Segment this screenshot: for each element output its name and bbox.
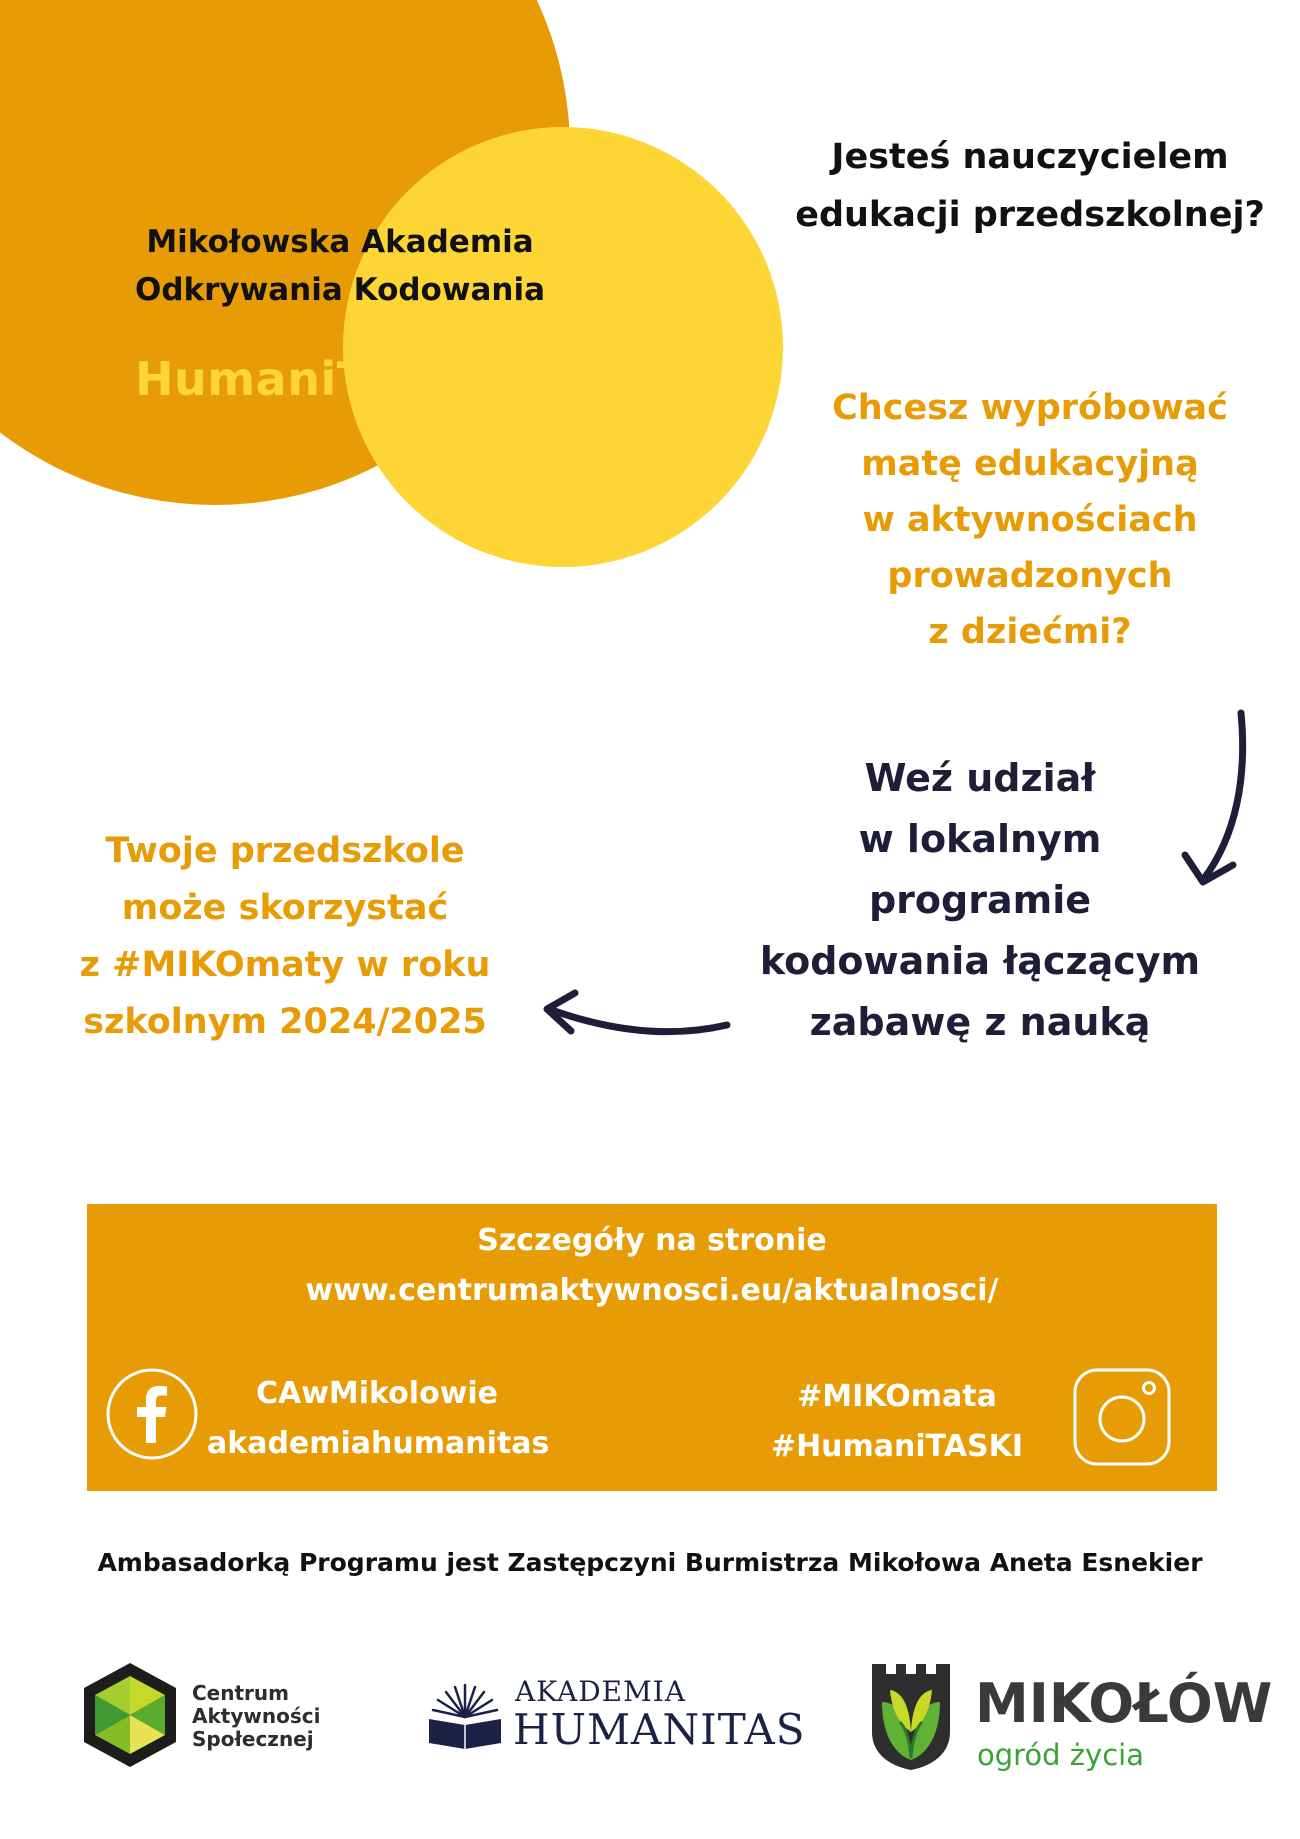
program-name: HumaniTASKi [135,352,488,406]
preschool-offer-line-1: Twoje przedszkole [105,831,465,871]
cas-name-line-3: Społecznej [192,1727,314,1751]
mat-question-line-4: prowadzonych [887,556,1173,596]
teacher-question [760,128,1300,244]
mat-question-line-1: Chcesz wypróbować [832,388,1228,428]
details-url-link[interactable]: www.centrumaktywnosci.eu/aktualnosci/ [305,1273,999,1308]
organization-title [90,218,590,314]
details-label: Szczegóły na stronie [477,1223,827,1258]
preschool-offer [30,823,540,1051]
call-to-action-line-5: zabawę z nauką [809,1000,1151,1044]
facebook-icon[interactable] [105,1367,199,1461]
book-sunburst-icon [425,1679,505,1749]
call-to-action-line-2: w lokalnym [858,817,1102,861]
ah-name-bottom: HUMANITAS [513,1705,806,1754]
preschool-offer-line-4: szkolnym 2024/2025 [83,1002,487,1042]
mat-question-line-5: z dziećmi? [928,612,1132,652]
info-box [87,1204,1217,1491]
teacher-question-line-2: edukacji przedszkolnej? [795,195,1265,235]
call-to-action-line-4: kodowania łączącym [759,939,1201,983]
mat-question [770,380,1290,660]
hashtag-1[interactable]: #MIKOmata [797,1379,997,1414]
mikolow-tagline: ogród życia [977,1738,1144,1772]
hexagon-logo-icon [80,1660,180,1770]
preschool-offer-line-3: z #MIKOmaty w roku [79,945,491,985]
ambassador-note: Ambasadorką Programu jest Zastępczyni Burmistrza Mikołowa Aneta Esnekier [97,1548,1203,1577]
facebook-account-1[interactable]: CAwMikolowie [255,1376,499,1411]
hashtags [727,1372,1067,1472]
hashtag-2[interactable]: #HumaniTASKI [770,1429,1024,1464]
cas-name [192,1682,342,1751]
call-to-action [700,748,1260,1053]
instagram-icon[interactable] [1072,1367,1172,1467]
ah-name-top: AKADEMIA [515,1675,687,1708]
details-block [87,1216,1217,1316]
decor-circle-yellow [343,127,783,567]
logo-akademia-humanitas [425,1675,815,1755]
curved-arrow-left-icon [535,985,735,1055]
call-to-action-line-3: programie [868,878,1092,922]
logo-mikolow [870,1662,1273,1777]
organization-title-line-1: Mikołowska Akademia [146,224,534,260]
cas-name-line-1: Centrum [192,1681,289,1705]
call-to-action-line-1: Weź udział [864,756,1096,800]
facebook-account-2[interactable]: akademiahumanitas [207,1426,550,1461]
cas-name-line-2: Aktywności [192,1704,321,1728]
preschool-offer-line-2: może skorzystać [121,888,449,928]
mikolow-name: MIKOŁÓW [975,1672,1273,1735]
teacher-question-line-1: Jesteś nauczycielem [831,137,1229,177]
facebook-accounts [207,1369,550,1469]
mat-question-line-3: w aktywnościach [862,500,1198,540]
mat-question-line-2: matę edukacyjną [861,444,1199,484]
mikolow-crest-icon [870,1662,952,1772]
organization-title-line-2: Odkrywania Kodowania [134,272,546,308]
logo-centrum-aktywnosci [80,1660,340,1770]
